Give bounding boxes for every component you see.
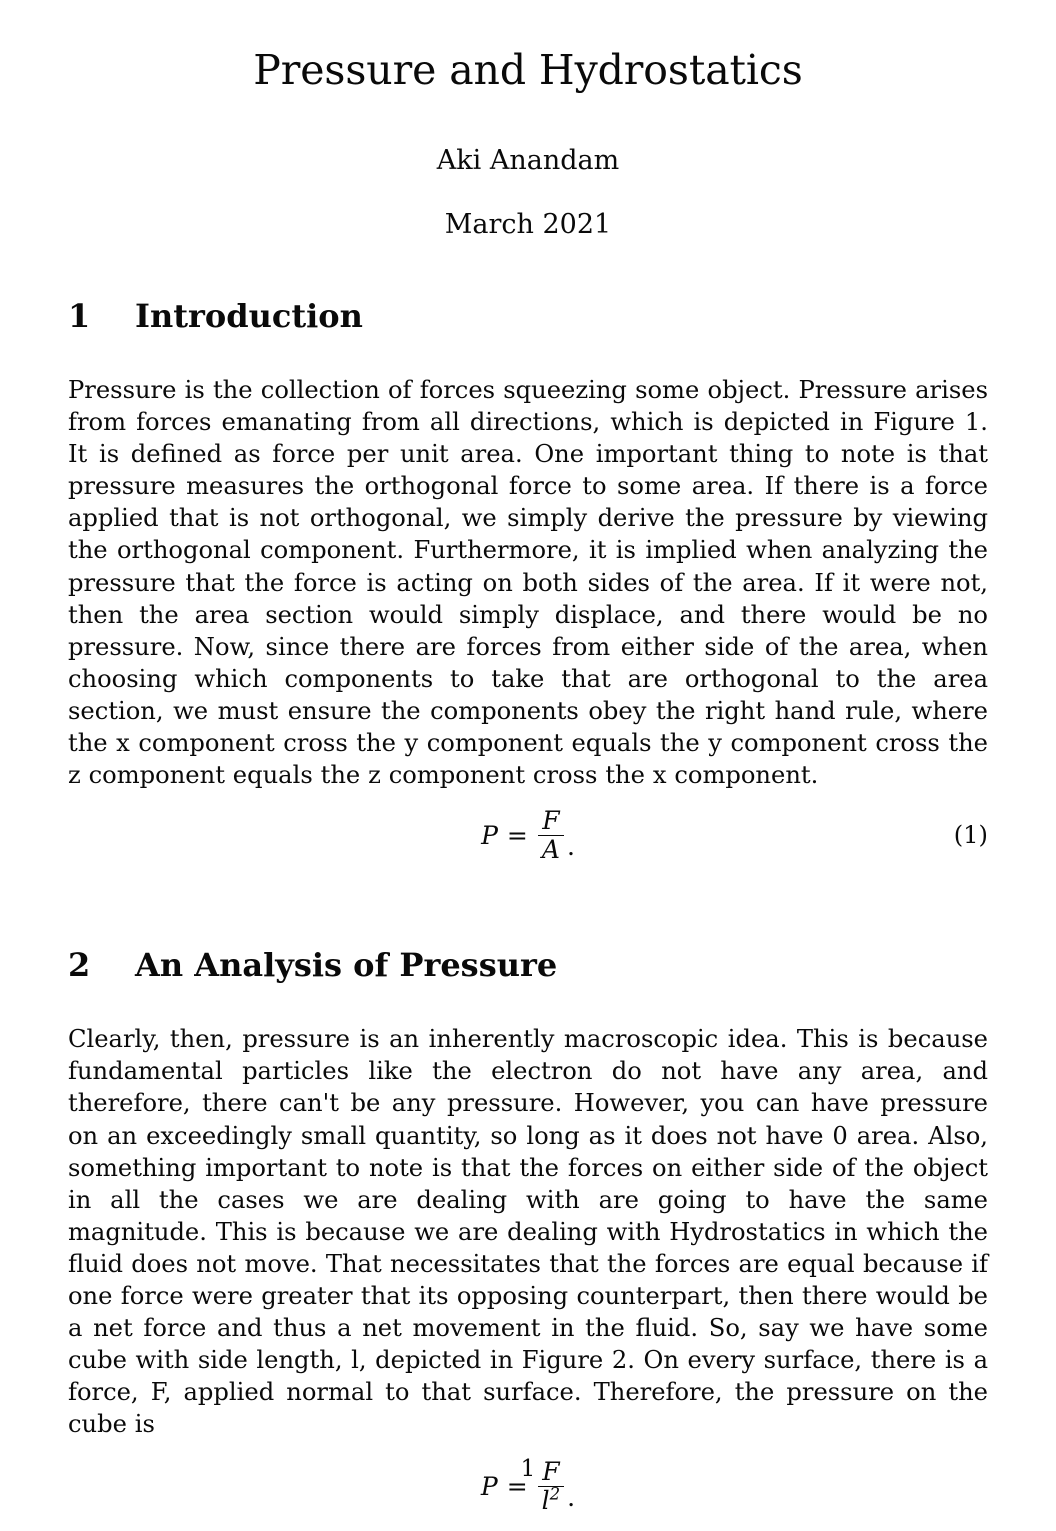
section-title: Introduction	[135, 297, 363, 335]
equation-1-expression	[481, 805, 575, 864]
spacer	[68, 985, 988, 1023]
equation-2-numerator: F	[542, 1456, 560, 1486]
document-author: Aki Anandam	[436, 145, 620, 176]
equation-2-denominator-base: l	[541, 1486, 550, 1516]
section-2-paragraph: Clearly, then, pressure is an inherently macroscopic idea. This is because fundamental particles like the electron do not have any area, and therefore, there can't be any pressure. However, you can have pressure on an exceedingly small quantity, so long as it does not have 0 area. Also, something important to note is that the forces on either side of the object in all the cases we are dealing with are going to have the same magnitude. This is because we are dealing with Hydrostatics in which the fluid does not move. That necessitates that the forces are equal because if one force were greater that its opposing counterpart, then there would be a net force and thus a net movement in the fluid. So, say we have some cube with side length, l, depicted in Figure 2. On every surface, there is a force, F, applied normal to that surface. Therefore, the pressure on the cube is	[68, 1025, 988, 1439]
equation-2-lhs: P	[480, 1471, 498, 1501]
spacer	[68, 879, 988, 945]
equation-2-terminator: .	[567, 1483, 576, 1513]
page-number: 1	[520, 1456, 536, 1482]
equation-1-number: (1)	[953, 821, 988, 850]
section-number: 1	[68, 297, 91, 335]
equation-1-fraction	[538, 805, 564, 864]
page-title: Pressure and Hydrostatics	[253, 46, 803, 94]
section-1-paragraph: Pressure is the collection of forces squeezing some object. Pressure arises from forces emanating from all directions, which is depicted in Figure 1. It is defined as force per unit area. One important thing to note is that pressure measures the orthogonal force to some area. If there is a force applied that is not orthogonal, we simply derive the pressure by viewing the orthogonal component. Furthermore, it is implied when analyzing the pressure that the force is acting on both sides of the area. If it were not, then the area section would simply displace, and there would be no pressure. Now, since there are forces from either side of the area, when choosing which components to take that are orthogonal to the area section, we must ensure the components obey the right hand rule, where the x component cross the y component equals the y component cross the z component equals the z component cross the x component.	[68, 376, 988, 790]
equation-1	[68, 791, 988, 879]
equation-2-denominator-exponent: 2	[549, 1484, 561, 1504]
section-number: 2	[68, 946, 91, 985]
section-heading-introduction	[68, 296, 988, 336]
document-date: March 2021	[444, 209, 612, 240]
equation-2-operator: =	[506, 1471, 528, 1501]
equation-1-denominator: A	[541, 834, 560, 864]
equation-1-lhs: P	[481, 820, 498, 850]
document-body	[68, 296, 988, 1531]
title-block	[0, 0, 1056, 243]
equation-1-operator: =	[506, 820, 528, 850]
equation-1-numerator: F	[542, 805, 560, 835]
equation-2-denominator	[538, 1484, 565, 1516]
section-title: An Analysis of Pressure	[135, 946, 558, 985]
section-heading-analysis-of-pressure	[68, 945, 988, 985]
spacer	[68, 336, 988, 374]
equation-1-terminator: .	[566, 831, 575, 861]
